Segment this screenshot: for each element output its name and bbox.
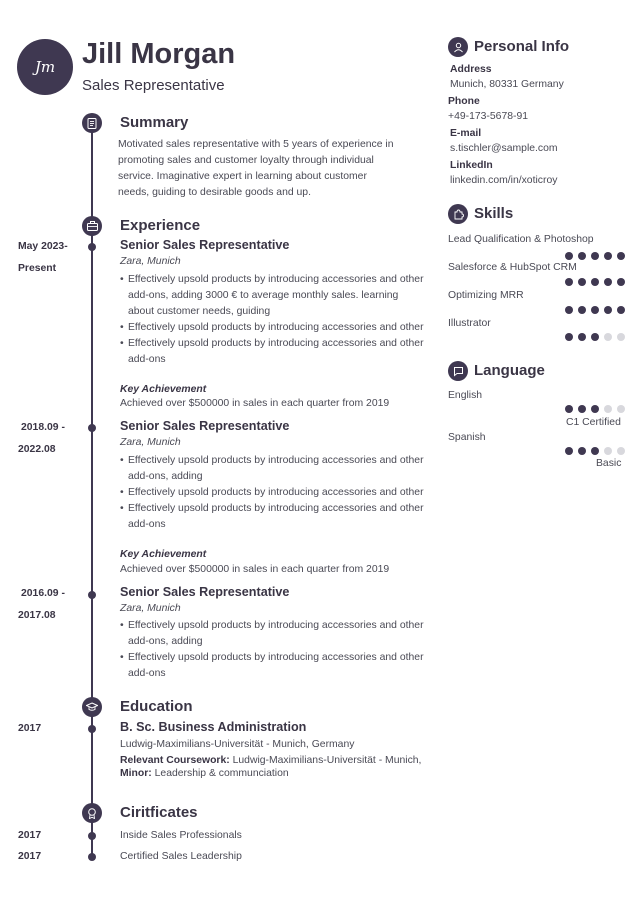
certificate-date: 2017: [18, 830, 42, 841]
skill-name: Illustrator: [448, 318, 491, 329]
certificate-name: Certified Sales Leadership: [120, 851, 242, 862]
job-bullet: • Effectively upsold products by introducing accessories and other add-ons: [120, 336, 425, 368]
email-label: E-mail: [450, 128, 482, 139]
rating-dot-filled: [565, 278, 573, 286]
linkedin-label: LinkedIn: [450, 160, 493, 171]
minor-value: Leadership & communciation: [154, 768, 289, 779]
rating-dot-filled: [591, 447, 599, 455]
rating-dot-empty: [617, 405, 625, 413]
graduation-cap-icon: [82, 697, 102, 717]
job-date-end: 2017.08: [18, 610, 56, 621]
award-icon: [82, 803, 102, 823]
summary-title: Summary: [120, 114, 189, 131]
job-company: Zara, Munich: [120, 437, 181, 448]
skill-name: Lead Qualification & Photoshop: [448, 234, 594, 245]
job-title: Senior Sales Representative: [120, 419, 290, 433]
rating-dot-filled: [565, 306, 573, 314]
rating-dot-empty: [604, 447, 612, 455]
experience-title: Experience: [120, 217, 201, 234]
job-bullet: • Effectively upsold products by introducing accessories and other: [120, 485, 425, 501]
coursework: [120, 755, 421, 766]
language-rating: [565, 405, 625, 413]
timeline-dot: [88, 725, 96, 733]
job-company: Zara, Munich: [120, 603, 181, 614]
school: Ludwig-Maximilians-Universität - Munich, Germany: [120, 739, 355, 750]
skill-rating: [565, 278, 625, 286]
certificate-date: 2017: [18, 851, 42, 862]
rating-dot-filled: [591, 405, 599, 413]
key-achievement-label: Key Achievement: [120, 549, 207, 560]
personal-info-title: Personal Info: [474, 38, 570, 55]
job-bullets: [120, 272, 425, 368]
language-name: English: [448, 390, 483, 401]
timeline-dot: [88, 853, 96, 861]
job-bullets: [120, 453, 425, 533]
monogram-avatar: [17, 39, 73, 95]
skill-rating: [565, 306, 625, 314]
rating-dot-filled: [591, 278, 599, 286]
coursework-label: Relevant Coursework:: [120, 755, 230, 766]
job-date-end: 2022.08: [18, 444, 56, 455]
key-achievement-text: Achieved over $500000 in sales in each quarter from 2019: [120, 564, 390, 575]
job-bullets: [120, 618, 425, 682]
certificate-name: Inside Sales Professionals: [120, 830, 242, 841]
job-date-start: 2016.09 -: [21, 588, 65, 599]
job-company: Zara, Munich: [120, 256, 181, 267]
minor: [120, 768, 289, 779]
document-icon: [82, 113, 102, 133]
degree: B. Sc. Business Administration: [120, 720, 307, 734]
skill-rating: [565, 252, 625, 260]
address-label: Address: [450, 64, 492, 75]
minor-label: Minor:: [120, 768, 152, 779]
education-date: 2017: [18, 723, 42, 734]
speech-bubble-icon: [448, 361, 468, 381]
job-title: Senior Sales Representative: [120, 585, 290, 599]
monogram-text: Jm: [34, 58, 56, 76]
rating-dot-filled: [604, 306, 612, 314]
timeline-dot: [88, 591, 96, 599]
job-date-start: 2018.09 -: [21, 422, 65, 433]
rating-dot-filled: [578, 333, 586, 341]
job-title: Senior Sales Representative: [120, 238, 290, 252]
job-bullet: • Effectively upsold products by introducing accessories and other add-ons: [120, 501, 425, 533]
rating-dot-empty: [617, 333, 625, 341]
email-value: s.tischler@sample.com: [450, 143, 558, 154]
rating-dot-filled: [578, 306, 586, 314]
rating-dot-filled: [565, 405, 573, 413]
skill-rating: [565, 333, 625, 341]
language-note: Basic: [596, 458, 622, 469]
rating-dot-empty: [604, 405, 612, 413]
language-name: Spanish: [448, 432, 486, 443]
language-rating: [565, 447, 625, 455]
coursework-value: Ludwig-Maximilians-Universität - Munich,: [232, 755, 422, 766]
skill-name: Optimizing MRR: [448, 290, 524, 301]
phone-label: Phone: [448, 96, 480, 107]
timeline-dot: [88, 832, 96, 840]
language-note: C1 Certified: [566, 417, 621, 428]
rating-dot-filled: [565, 252, 573, 260]
skills-title: Skills: [474, 205, 514, 222]
linkedin-value: linkedin.com/in/xoticroy: [450, 175, 558, 186]
summary-text: [118, 137, 423, 201]
job-date-start: May 2023-: [18, 241, 68, 252]
job-date-end: Present: [18, 263, 57, 274]
job-bullet: • Effectively upsold products by introducing accessories and other add-ons, adding: [120, 618, 425, 650]
rating-dot-filled: [617, 278, 625, 286]
certificates-title: Ciritficates: [120, 804, 198, 821]
rating-dot-filled: [591, 306, 599, 314]
puzzle-icon: [448, 204, 468, 224]
rating-dot-filled: [565, 333, 573, 341]
rating-dot-filled: [617, 252, 625, 260]
user-icon: [448, 37, 468, 57]
timeline-dot: [88, 243, 96, 251]
rating-dot-filled: [578, 252, 586, 260]
briefcase-icon: [82, 216, 102, 236]
rating-dot-filled: [578, 447, 586, 455]
rating-dot-filled: [578, 405, 586, 413]
summary-line: needs, guiding to desirable goods and up.: [118, 187, 311, 198]
rating-dot-filled: [591, 333, 599, 341]
summary-line: Motivated sales representative with 5 years of experience in: [118, 139, 394, 150]
job-bullet: • Effectively upsold products by introducing accessories and other add-ons, adding 3000 € to average monthly sales. learning about customer needs, guiding: [120, 272, 425, 320]
job-bullet: • Effectively upsold products by introducing accessories and other: [120, 320, 425, 336]
rating-dot-empty: [617, 447, 625, 455]
key-achievement-text: Achieved over $500000 in sales in each quarter from 2019: [120, 398, 390, 409]
phone-value: +49-173-5678-91: [448, 111, 529, 122]
rating-dot-filled: [617, 306, 625, 314]
summary-line: promoting sales and customer loyalty through individual: [118, 155, 374, 166]
rating-dot-filled: [591, 252, 599, 260]
language-title: Language: [474, 362, 545, 379]
address-value: Munich, 80331 Germany: [450, 79, 564, 90]
skill-name: Salesforce & HubSpot CRM: [448, 262, 577, 273]
rating-dot-filled: [604, 278, 612, 286]
key-achievement-label: Key Achievement: [120, 384, 207, 395]
summary-line: service. Imaginative expert in learning about customer: [118, 171, 367, 182]
job-bullet: • Effectively upsold products by introducing accessories and other add-ons, adding: [120, 453, 425, 485]
rating-dot-filled: [604, 252, 612, 260]
timeline-dot: [88, 424, 96, 432]
rating-dot-filled: [578, 278, 586, 286]
job-bullet: • Effectively upsold products by introducing accessories and other add-ons: [120, 650, 425, 682]
rating-dot-empty: [604, 333, 612, 341]
candidate-name: Jill Morgan: [82, 38, 236, 70]
rating-dot-filled: [565, 447, 573, 455]
education-title: Education: [120, 698, 193, 715]
candidate-role: Sales Representative: [82, 77, 225, 94]
